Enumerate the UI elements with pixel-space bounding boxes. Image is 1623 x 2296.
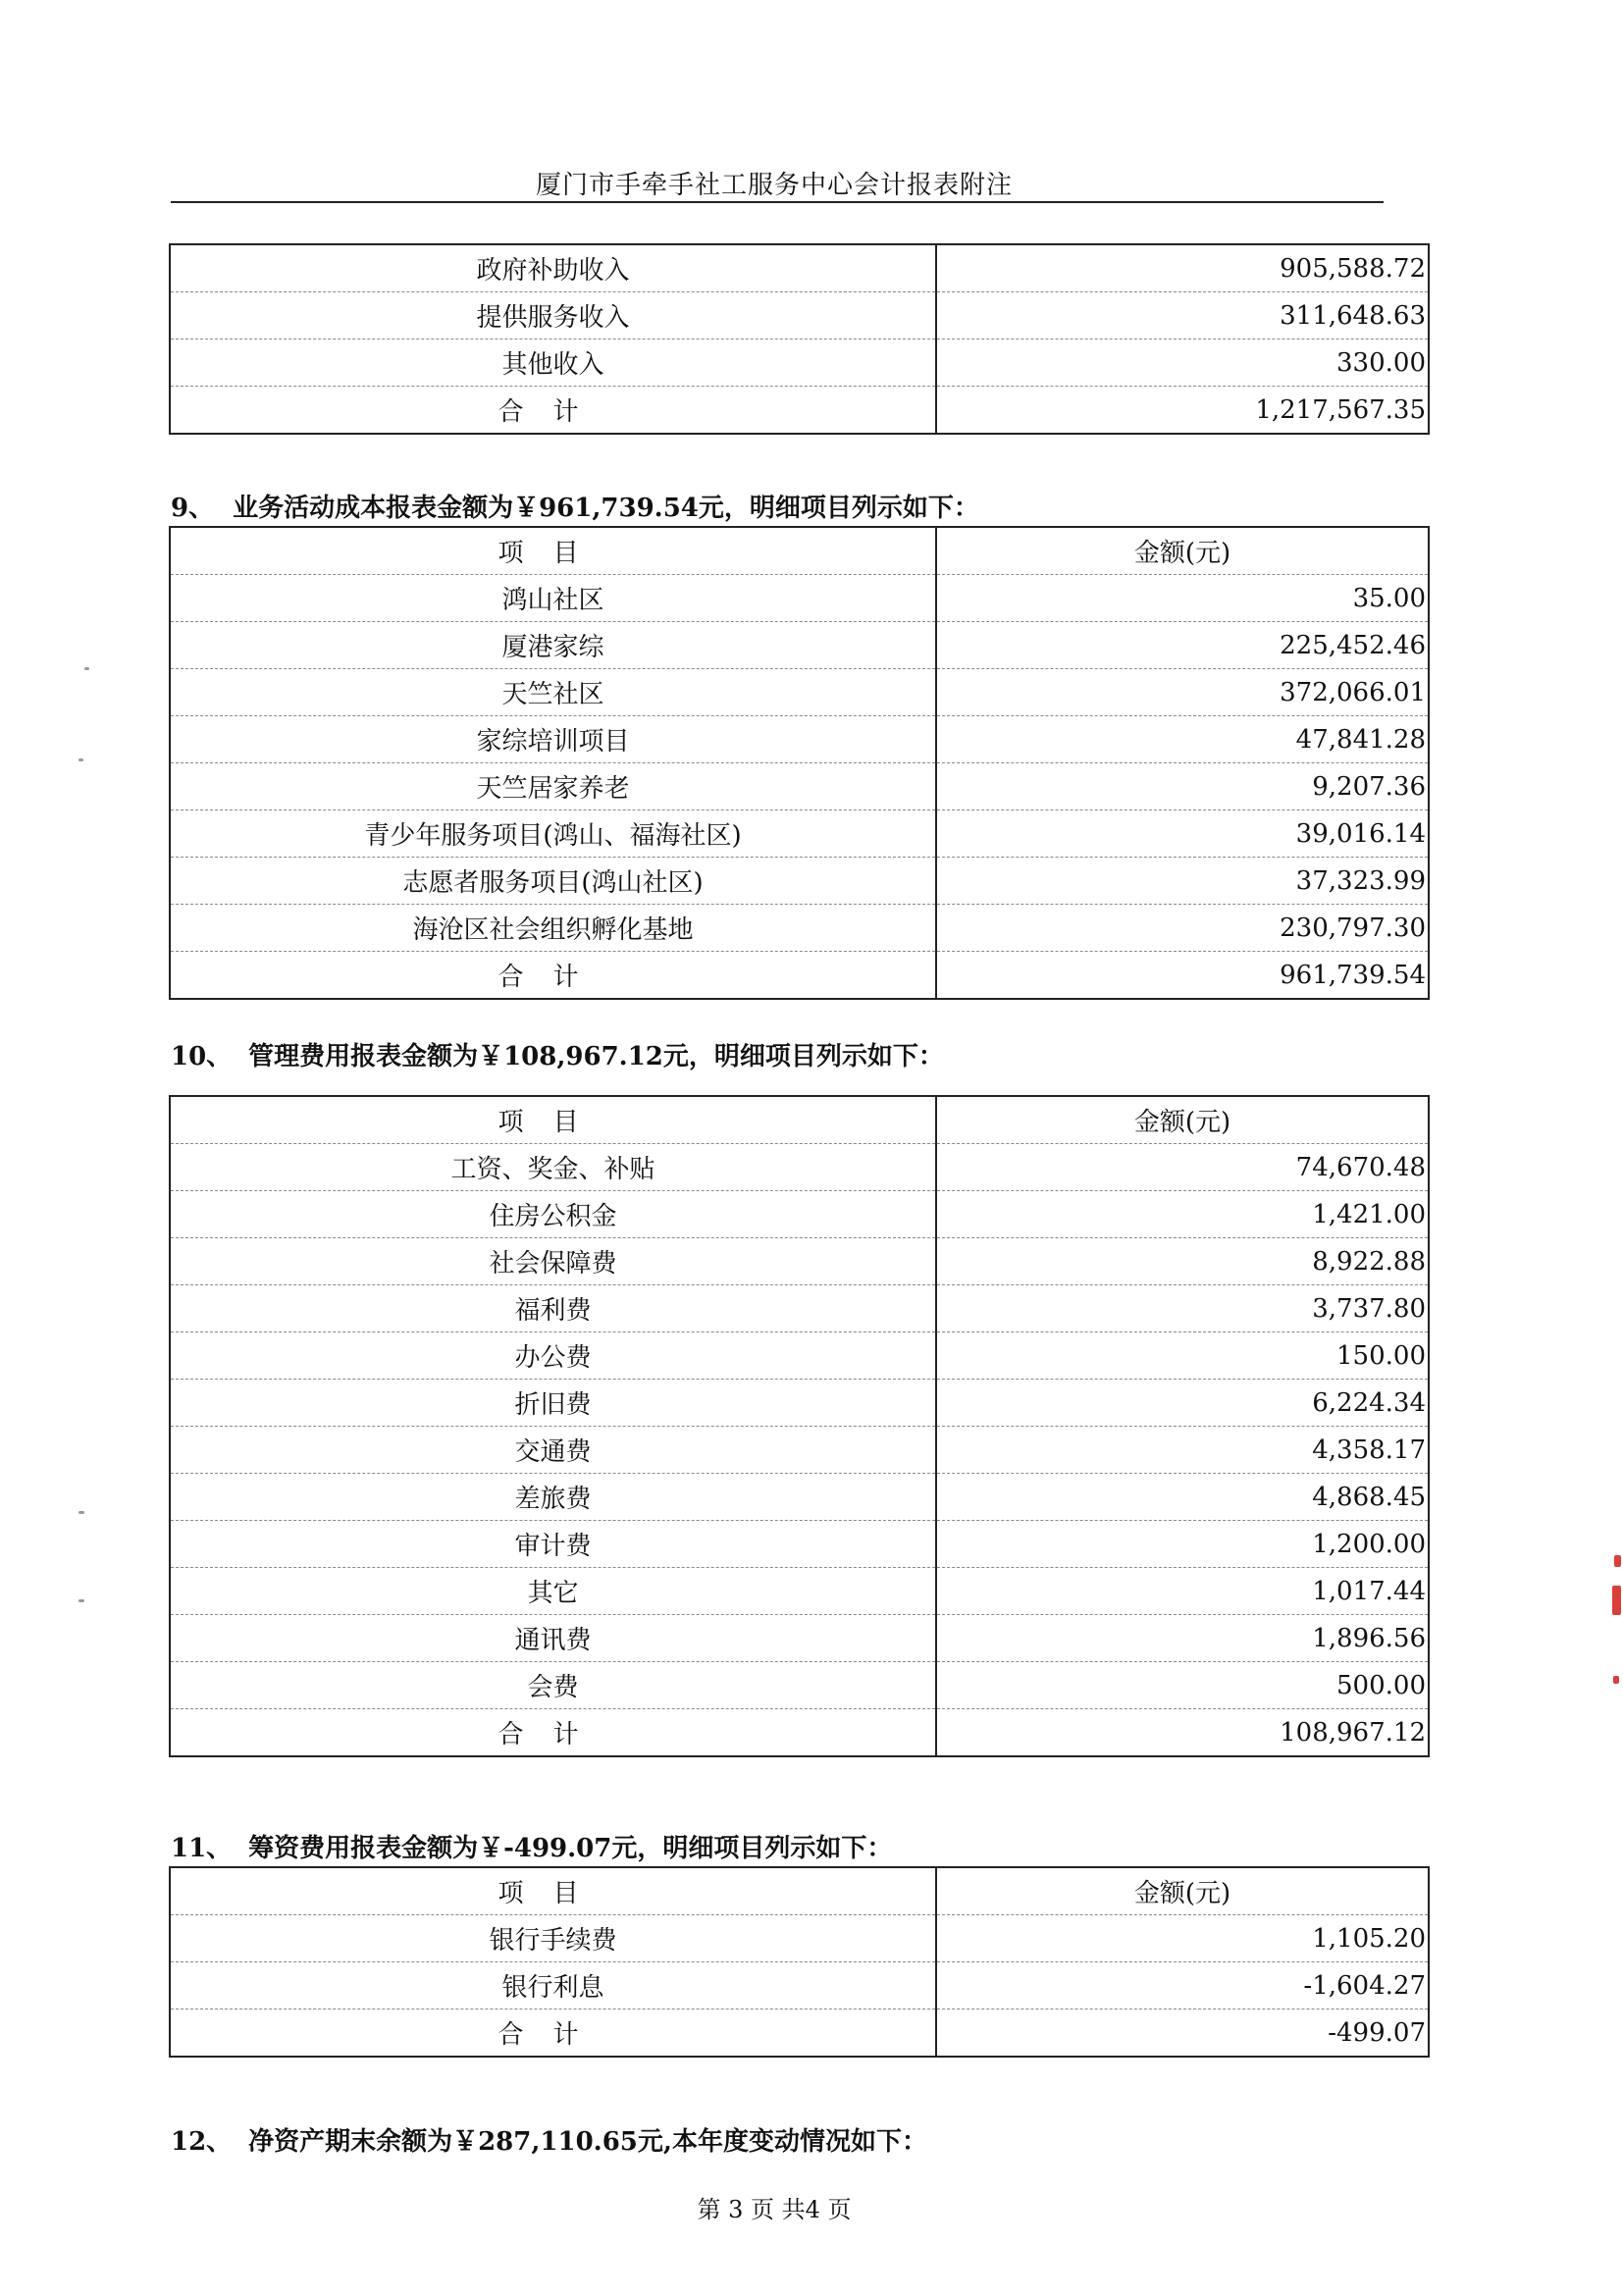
management-expense-table <box>169 1095 1430 1757</box>
total-amount: 108,967.12 <box>936 1709 1429 1757</box>
table-row <box>170 1144 1429 1191</box>
row-amount: 330.00 <box>936 339 1429 387</box>
row-item: 其它 <box>170 1568 936 1615</box>
total-amount: 961,739.54 <box>936 952 1429 1000</box>
table-row <box>170 622 1429 669</box>
table-row <box>170 339 1429 387</box>
table-row <box>170 1191 1429 1238</box>
page-footer: 第 3 页 共4 页 <box>697 2196 852 2223</box>
row-amount: 35.00 <box>936 575 1429 622</box>
row-amount: 230,797.30 <box>936 905 1429 952</box>
row-amount: 500.00 <box>936 1662 1429 1709</box>
total-amount: 1,217,567.35 <box>936 387 1429 435</box>
row-amount: 1,421.00 <box>936 1191 1429 1238</box>
row-amount: 4,358.17 <box>936 1427 1429 1474</box>
header-rule <box>171 201 1384 203</box>
row-item: 通讯费 <box>170 1615 936 1662</box>
row-amount: 47,841.28 <box>936 716 1429 763</box>
row-item: 福利费 <box>170 1285 936 1332</box>
table-header-row <box>170 1096 1429 1144</box>
fundraising-expense-table <box>169 1866 1430 2058</box>
section-12-heading <box>171 2121 927 2158</box>
business-cost-table <box>169 526 1430 1000</box>
stamp-edge-mark <box>1613 1676 1619 1684</box>
table-row <box>170 810 1429 858</box>
scan-speck <box>79 1599 84 1602</box>
section-text: 筹资费用报表金额为￥-499.07元，明细项目列示如下： <box>248 1834 893 1863</box>
table-row <box>170 858 1429 905</box>
table-row <box>170 1615 1429 1662</box>
table-row <box>170 292 1429 339</box>
row-item: 政府补助收入 <box>170 244 936 292</box>
row-item: 其他收入 <box>170 339 936 387</box>
section-text: 净资产期末余额为￥287,110.65元,本年度变动情况如下： <box>248 2127 927 2157</box>
row-amount: -1,604.27 <box>936 1962 1429 2009</box>
row-item: 海沧区社会组织孵化基地 <box>170 905 936 952</box>
row-amount: 74,670.48 <box>936 1144 1429 1191</box>
row-item: 鸿山社区 <box>170 575 936 622</box>
table-row <box>170 1285 1429 1332</box>
row-amount: 1,017.44 <box>936 1568 1429 1615</box>
row-amount: 9,207.36 <box>936 763 1429 810</box>
header-amount: 金额(元) <box>936 1096 1429 1144</box>
table-row <box>170 1521 1429 1568</box>
table-row <box>170 1238 1429 1285</box>
row-item: 天竺社区 <box>170 669 936 716</box>
scan-speck <box>79 758 83 761</box>
section-number: 9、 <box>171 494 215 523</box>
total-row <box>170 952 1429 1000</box>
row-item: 社会保障费 <box>170 1238 936 1285</box>
row-item: 住房公积金 <box>170 1191 936 1238</box>
table-header-row <box>170 527 1429 575</box>
table-row <box>170 763 1429 810</box>
row-amount: 1,200.00 <box>936 1521 1429 1568</box>
section-number: 11、 <box>171 1834 233 1863</box>
section-text: 业务活动成本报表金额为￥961,739.54元，明细项目列示如下： <box>233 494 979 523</box>
table-row <box>170 1332 1429 1380</box>
row-item: 厦港家综 <box>170 622 936 669</box>
section-11-heading <box>171 1828 892 1864</box>
section-number: 12、 <box>171 2127 233 2157</box>
income-table <box>169 243 1430 435</box>
table-row <box>170 669 1429 716</box>
header-amount: 金额(元) <box>936 1867 1429 1915</box>
row-amount: 905,588.72 <box>936 244 1429 292</box>
scan-speck <box>84 667 89 670</box>
total-label: 合计 <box>170 952 936 1000</box>
section-10-heading <box>171 1036 944 1072</box>
row-amount: 39,016.14 <box>936 810 1429 858</box>
header-item: 项目 <box>170 1867 936 1915</box>
row-amount: 1,896.56 <box>936 1615 1429 1662</box>
section-text: 管理费用报表金额为￥108,967.12元，明细项目列示如下： <box>248 1042 944 1071</box>
table-header-row <box>170 1867 1429 1915</box>
total-amount: -499.07 <box>936 2009 1429 2058</box>
row-amount: 4,868.45 <box>936 1474 1429 1521</box>
row-amount: 3,737.80 <box>936 1285 1429 1332</box>
table-row <box>170 575 1429 622</box>
row-item: 银行利息 <box>170 1962 936 2009</box>
section-number: 10、 <box>171 1042 233 1071</box>
row-item: 青少年服务项目(鸿山、福海社区) <box>170 810 936 858</box>
row-amount: 8,922.88 <box>936 1238 1429 1285</box>
row-amount: 225,452.46 <box>936 622 1429 669</box>
row-item: 家综培训项目 <box>170 716 936 763</box>
row-item: 折旧费 <box>170 1380 936 1427</box>
stamp-edge-mark <box>1612 1586 1621 1615</box>
row-item: 银行手续费 <box>170 1915 936 1962</box>
row-item: 提供服务收入 <box>170 292 936 339</box>
row-item: 交通费 <box>170 1427 936 1474</box>
total-row <box>170 2009 1429 2058</box>
total-label: 合计 <box>170 387 936 435</box>
table-row <box>170 1380 1429 1427</box>
table-row <box>170 1915 1429 1962</box>
stamp-edge-mark <box>1614 1555 1621 1567</box>
header-amount: 金额(元) <box>936 527 1429 575</box>
row-item: 天竺居家养老 <box>170 763 936 810</box>
row-item: 审计费 <box>170 1521 936 1568</box>
section-9-heading <box>171 488 979 524</box>
table-row <box>170 1474 1429 1521</box>
row-item: 差旅费 <box>170 1474 936 1521</box>
row-amount: 6,224.34 <box>936 1380 1429 1427</box>
table-row <box>170 1568 1429 1615</box>
table-row <box>170 716 1429 763</box>
header-item: 项目 <box>170 527 936 575</box>
scan-speck <box>79 1511 84 1514</box>
table-row <box>170 1962 1429 2009</box>
total-row <box>170 387 1429 435</box>
row-amount: 372,066.01 <box>936 669 1429 716</box>
row-amount: 1,105.20 <box>936 1915 1429 1962</box>
header-item: 项目 <box>170 1096 936 1144</box>
table-row <box>170 905 1429 952</box>
total-label: 合计 <box>170 2009 936 2058</box>
total-label: 合计 <box>170 1709 936 1757</box>
table-row <box>170 1662 1429 1709</box>
table-row <box>170 1427 1429 1474</box>
row-amount: 150.00 <box>936 1332 1429 1380</box>
row-amount: 37,323.99 <box>936 858 1429 905</box>
row-item: 办公费 <box>170 1332 936 1380</box>
row-amount: 311,648.63 <box>936 292 1429 339</box>
total-row <box>170 1709 1429 1757</box>
page-header-title: 厦门市手牵手社工服务中心会计报表附注 <box>535 171 1013 200</box>
row-item: 会费 <box>170 1662 936 1709</box>
row-item: 工资、奖金、补贴 <box>170 1144 936 1191</box>
row-item: 志愿者服务项目(鸿山社区) <box>170 858 936 905</box>
table-row <box>170 244 1429 292</box>
